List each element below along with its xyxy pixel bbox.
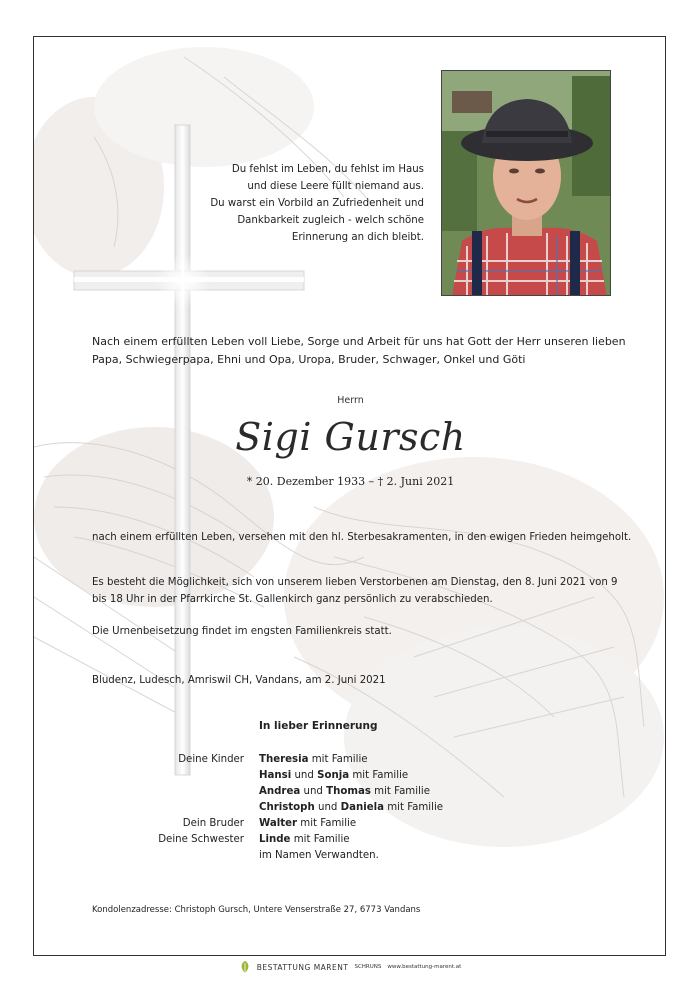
leaf-logo-icon [239, 960, 251, 974]
name-theresia: Theresia [259, 754, 309, 765]
name-sonja: Sonja [317, 770, 350, 781]
label-children: Deine Kinder [178, 754, 244, 765]
family-line: Christoph und Daniela mit Familie [259, 802, 444, 813]
footer [0, 960, 700, 974]
poem-line: Erinnerung an dich bleibt. [291, 232, 424, 243]
in-memory-heading: In lieber Erinnerung [259, 720, 378, 732]
name-andrea: Andrea [259, 786, 301, 797]
deceased-name: Sigi Gursch [235, 415, 466, 459]
name-thomas: Thomas [326, 786, 371, 797]
name-walter: Walter [259, 818, 298, 829]
paragraph-farewell: Es besteht die Möglichkeit, sich von unserem lieben Verstorbenen am Dienstag, den 8. Juni 2021 von 9 bis 18 Uhr in der Pfarrkirche St. Gallenkirch ganz persönlich zu verabschieden. [92, 577, 618, 605]
poem-line: Du warst ein Vorbild an Zufriedenheit und [210, 198, 424, 209]
name-linde: Linde [259, 834, 291, 845]
family-labels [92, 752, 244, 848]
salutation: Herrn [337, 395, 364, 406]
poem-line: Dankbarkeit zugleich - welch schöne [237, 215, 424, 226]
family-names [259, 752, 443, 864]
family-line: Linde mit Familie [259, 834, 350, 845]
footer-web[interactable]: www.bestattung-marent.at [387, 964, 462, 970]
portrait-photo [441, 70, 611, 296]
paragraph-heimgeholt: nach einem erfüllten Leben, versehen mit den hl. Sterbesakramenten, in den ewigen Frieden heimgeholt. [92, 532, 632, 543]
portrait-illustration [442, 71, 611, 296]
poem-line: und diese Leere füllt niemand aus. [247, 181, 424, 192]
footer-town: SCHRUNS [354, 964, 382, 970]
label-brother: Dein Bruder [182, 818, 244, 829]
family-line: Theresia mit Familie [259, 754, 368, 765]
obituary-card [33, 36, 666, 956]
place-date: Bludenz, Ludesch, Amriswil CH, Vandans, am 2. Juni 2021 [92, 675, 386, 686]
name-christoph: Christoph [259, 802, 315, 813]
family-line: Hansi und Sonja mit Familie [259, 770, 409, 781]
footer-brand: BESTATTUNG MARENT [256, 962, 349, 972]
poem-line: Du fehlst im Leben, du fehlst im Haus [231, 164, 424, 175]
name-hansi: Hansi [259, 770, 292, 781]
family-line: Andrea und Thomas mit Familie [259, 786, 430, 797]
intro-text: Nach einem erfüllten Leben voll Liebe, Sorge und Arbeit für uns hat Gott der Herr unseren lieben Papa, Schwiegerpapa, Ehni und Opa, Uropa, Bruder, Schwager, Onkel und Göti [92, 335, 626, 366]
name-daniela: Daniela [340, 802, 384, 813]
poem [164, 161, 424, 246]
family-line: Walter mit Familie [259, 818, 357, 829]
family-line: im Namen Verwandten. [259, 850, 379, 861]
condolence-address: Kondolenzadresse: Christoph Gursch, Untere Venserstraße 27, 6773 Vandans [92, 905, 421, 915]
label-sister: Deine Schwester [158, 834, 244, 845]
paragraph-urn: Die Urnenbeisetzung findet im engsten Familienkreis statt. [92, 626, 392, 637]
life-dates: * 20. Dezember 1933 – † 2. Juni 2021 [246, 475, 455, 488]
